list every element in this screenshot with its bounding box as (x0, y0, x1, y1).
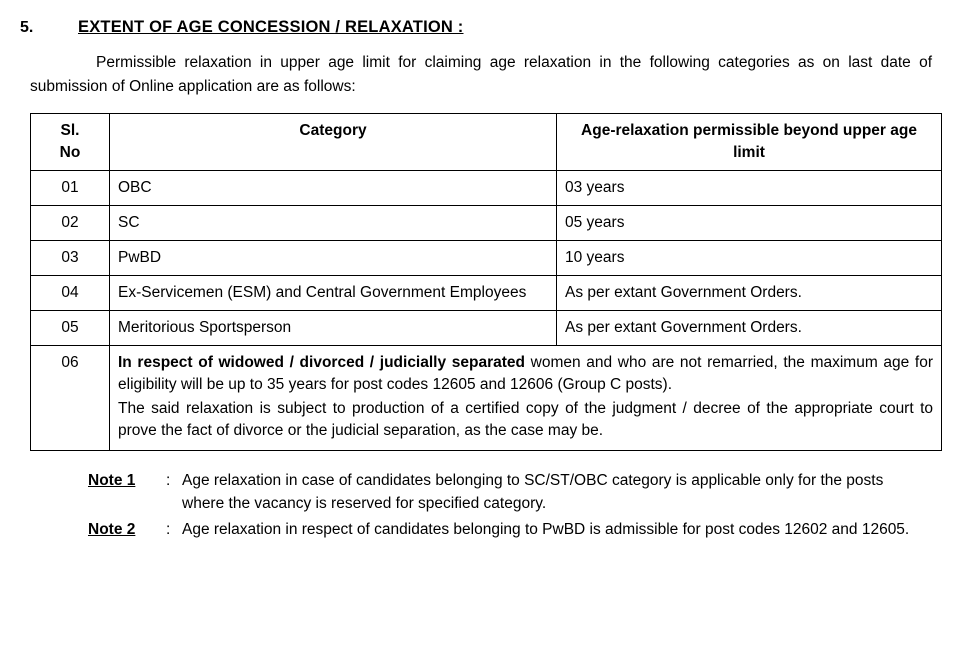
row06-paragraph-2: The said relaxation is subject to production of a certified copy of the judgment / decree of the appropriate court to prove the fact of divorce or the judicial separation, as the case may be. (118, 400, 933, 440)
table-row (31, 206, 942, 241)
cell-widowed-divorced-note (110, 346, 942, 451)
section-heading (20, 18, 944, 37)
note-colon: : (166, 472, 171, 490)
column-header-relaxation: Age-relaxation permissible beyond upper age limit (557, 114, 942, 171)
section-number: 5. (20, 19, 34, 36)
cell-relaxation: 03 years (557, 171, 942, 206)
note-label (88, 518, 166, 541)
table-row (31, 171, 942, 206)
section-title: EXTENT OF AGE CONCESSION / RELAXATION : (78, 18, 464, 36)
cell-category: Meritorious Sportsperson (110, 311, 557, 346)
cell-sl-no: 02 (31, 206, 110, 241)
notes-section (20, 469, 944, 541)
sl-no-line2: No (59, 144, 81, 162)
cell-sl-no: 03 (31, 241, 110, 276)
age-relaxation-table (30, 113, 942, 451)
cell-relaxation: As per extant Government Orders. (557, 276, 942, 311)
row06-bold-lead: In respect of widowed / divorced / judicially separated (118, 354, 525, 372)
cell-relaxation: 05 years (557, 206, 942, 241)
note-colon: : (166, 520, 171, 538)
cell-category: Ex-Servicemen (ESM) and Central Government Employees (110, 276, 557, 311)
cell-category: OBC (110, 171, 557, 206)
cell-relaxation: As per extant Government Orders. (557, 311, 942, 346)
note-label (88, 469, 166, 492)
note-text: Age relaxation in case of candidates belonging to SC/ST/OBC category is applicable only for the posts where the vacancy is reserved for specified category. (182, 472, 884, 513)
intro-paragraph (20, 51, 944, 99)
table-row (31, 241, 942, 276)
cell-relaxation: 10 years (557, 241, 942, 276)
note-item (88, 469, 916, 516)
cell-sl-no: 06 (31, 346, 110, 451)
cell-category: PwBD (110, 241, 557, 276)
table-row (31, 276, 942, 311)
cell-category: SC (110, 206, 557, 241)
row06-paragraph-1 (118, 352, 933, 396)
cell-sl-no: 01 (31, 171, 110, 206)
table-header-row (31, 114, 942, 171)
intro-text: Permissible relaxation in upper age limit for claiming age relaxation in the following categories as on last date of submission of Online application are as follows: (30, 54, 932, 96)
note-label-underline: Note 1 (88, 472, 136, 490)
table-row (31, 311, 942, 346)
sl-no-line1: Sl. (60, 122, 80, 140)
row06-para1-rest: women and who are not remarried, the maximum age for eligibility will be up to 35 years for post codes 12605 and 12606 (Group C posts). (118, 354, 933, 394)
note-item (88, 518, 916, 541)
note-label-underline: Note 2 (88, 520, 136, 538)
column-header-sl-no (31, 114, 110, 171)
note-text: Age relaxation in respect of candidates belonging to PwBD is admissible for post codes 12602 and 12605. (182, 520, 910, 538)
cell-sl-no: 04 (31, 276, 110, 311)
cell-sl-no: 05 (31, 311, 110, 346)
column-header-category: Category (110, 114, 557, 171)
table-row (31, 346, 942, 451)
